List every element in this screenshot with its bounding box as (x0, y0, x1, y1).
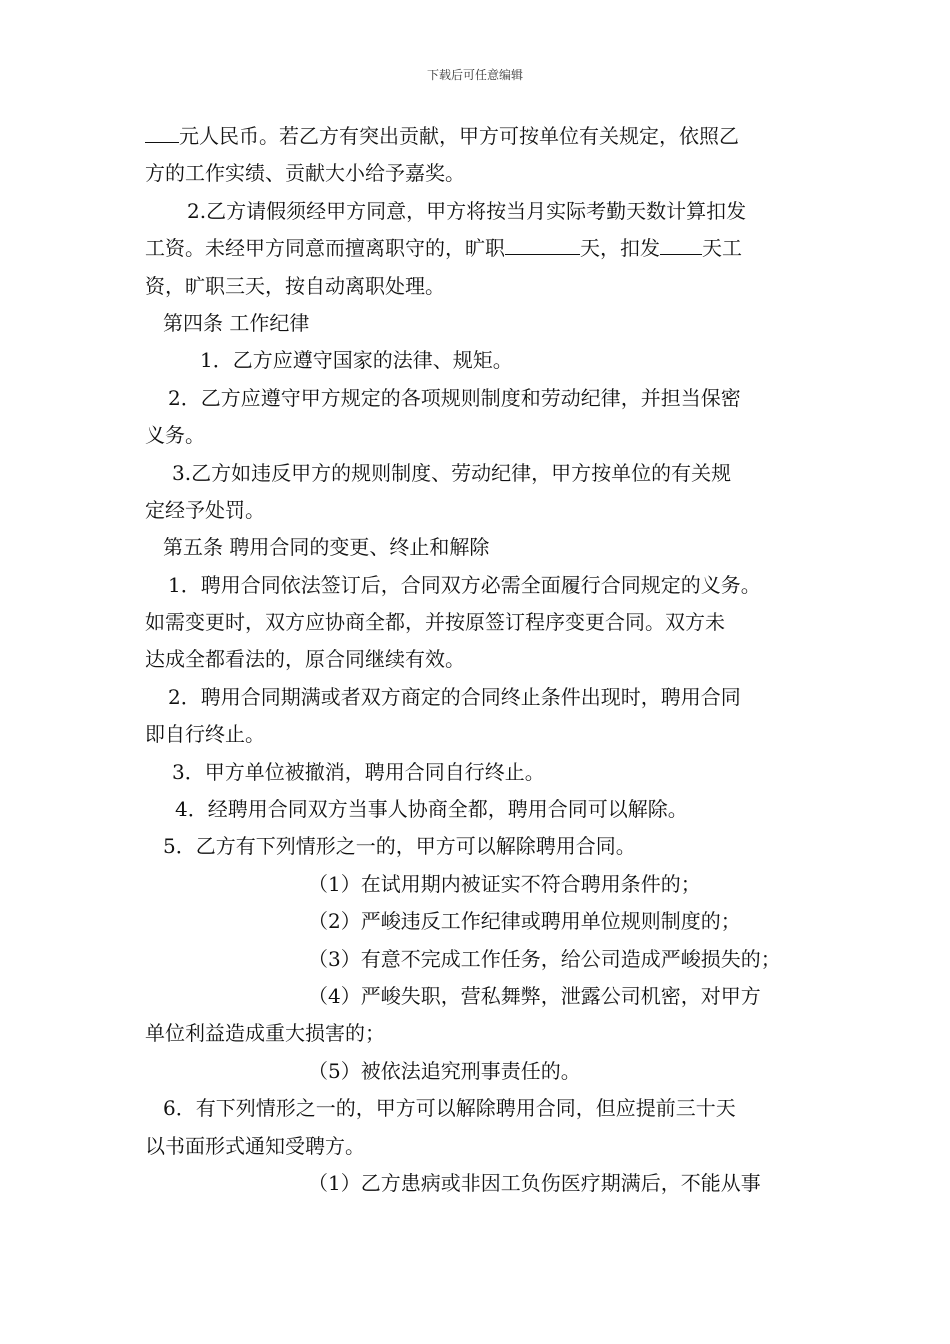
text-segment: 1．聘用合同依法签订后，合同双方必需全面履行合同规定的义务。 (168, 572, 761, 597)
fill-in-blank (660, 236, 702, 255)
text-segment: 2.乙方请假须经甲方同意，甲方将按当月实际考勤天数计算扣发 (187, 198, 747, 223)
text-line (0, 342, 950, 379)
text-segment: 第五条 聘用合同的变更、终止和解除 (163, 535, 490, 560)
text-segment: 义务。 (145, 423, 205, 448)
text-segment: 以书面形式通知受聘方。 (145, 1133, 365, 1158)
text-segment: 5．乙方有下列情形之一的，甲方可以解除聘用合同。 (163, 834, 636, 859)
text-segment: 1．乙方应遵守国家的法律、规矩。 (200, 348, 513, 373)
text-line (0, 1165, 950, 1202)
text-segment: 天，扣发 (580, 236, 660, 261)
text-line (0, 1053, 950, 1090)
text-line (0, 155, 950, 192)
text-line (0, 604, 950, 641)
text-line (0, 978, 950, 1015)
text-segment: 2．聘用合同期满或者双方商定的合同终止条件出现时，聘用合同 (168, 684, 741, 709)
text-segment: 即自行终止。 (145, 722, 265, 747)
text-line (0, 305, 950, 342)
text-segment: 4．经聘用合同双方当事人协商全都，聘用合同可以解除。 (175, 797, 688, 822)
text-segment: 资，旷职三天，按自动离职处理。 (145, 273, 445, 298)
text-segment: （1）乙方患病或非因工负伤医疗期满后，不能从事 (308, 1170, 761, 1195)
text-segment: 3.乙方如违反甲方的规则制度、劳动纪律，甲方按单位的有关规 (172, 460, 732, 485)
text-line (0, 679, 950, 716)
page-header: 下载后可任意编辑 (426, 68, 523, 82)
text-line (0, 567, 950, 604)
text-line (0, 492, 950, 529)
text-line (0, 455, 950, 492)
text-line (0, 791, 950, 828)
text-line (0, 1015, 950, 1052)
text-line (0, 1128, 950, 1165)
text-line (0, 1090, 950, 1127)
text-segment: 2．乙方应遵守甲方规定的各项规则制度和劳动纪律，并担当保密 (168, 385, 741, 410)
text-line (0, 268, 950, 305)
text-line (0, 118, 950, 155)
text-segment: 方的工作实绩、贡献大小给予嘉奖。 (145, 161, 465, 186)
text-line (0, 529, 950, 566)
text-segment: 达成全都看法的，原合同继续有效。 (145, 647, 465, 672)
text-segment: 元人民币。若乙方有突出贡献，甲方可按单位有关规定，依照乙 (179, 124, 739, 148)
text-line (0, 903, 950, 940)
text-segment: 3．甲方单位被撤消，聘用合同自行终止。 (172, 759, 545, 784)
text-line (0, 380, 950, 417)
text-line (0, 641, 950, 678)
text-segment: 定经予处罚。 (145, 497, 265, 522)
text-segment: 天工 (702, 236, 742, 261)
text-segment: 单位利益造成重大损害的； (145, 1021, 385, 1046)
text-segment: 如需变更时，双方应协商全都，并按原签订程序变更合同。双方未 (145, 610, 725, 635)
fill-in-blank (145, 124, 179, 143)
text-line (0, 716, 950, 753)
text-line (0, 754, 950, 791)
fill-in-blank (505, 236, 580, 255)
text-line (0, 230, 950, 267)
text-line (0, 193, 950, 230)
text-line (0, 941, 950, 978)
text-segment: （5）被依法追究刑事责任的。 (308, 1058, 581, 1083)
text-segment: （4）严峻失职，营私舞弊，泄露公司机密，对甲方 (308, 983, 761, 1008)
text-line (0, 828, 950, 865)
text-segment: （2）严峻违反工作纪律或聘用单位规则制度的； (308, 909, 741, 934)
text-line (0, 417, 950, 454)
text-segment: 工资。未经甲方同意而擅离职守的，旷职 (145, 236, 505, 261)
text-segment: （3）有意不完成工作任务，给公司造成严峻损失的； (308, 946, 781, 971)
text-segment: （1）在试用期内被证实不符合聘用条件的； (308, 871, 701, 896)
text-line (0, 866, 950, 903)
text-segment: 6．有下列情形之一的，甲方可以解除聘用合同，但应提前三十天 (163, 1096, 736, 1121)
text-segment: 第四条 工作纪律 (163, 310, 310, 335)
document-body (0, 118, 950, 1202)
